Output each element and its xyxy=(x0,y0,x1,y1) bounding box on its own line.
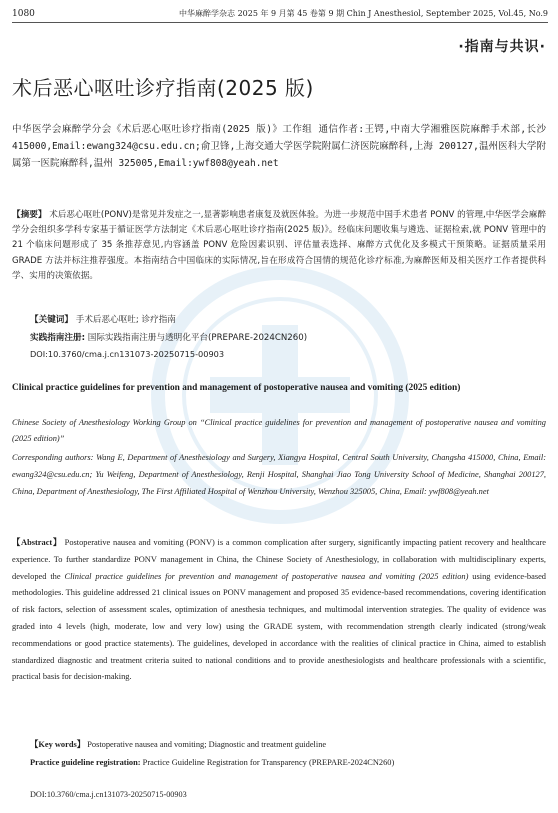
abstract-en-guideline-title: Clinical practice guidelines for prevention and management of postoperative nausea and vomiting (2025 edition) xyxy=(64,571,469,581)
article-title-cn: 术后恶心呕吐诊疗指南(2025 版) xyxy=(12,76,314,100)
corresponding-authors-en: Corresponding authors: Wang E, Department of Anesthesiology and Surgery, Xiangya Hospital, Central South University, Changsha 415000, China, Email: ewang324@csu.edu.cn; Yu Weifeng, Department of Anesthesiology, Renji Hospital, Shanghai Jiao Tong University School of Medicine, Shanghai 200127, China, Department of Anesthesiology, The First Affiliated Hospital of Wenzhou University, Wenzhou 325005, China, Email: ywf808@yeah.net xyxy=(12,453,546,497)
running-header xyxy=(12,6,548,23)
registration-en-label: Practice guideline registration: xyxy=(30,758,141,767)
abstract-cn-text: 术后恶心呕吐(PONV)是常见并发症之一,显著影响患者康复及就医体验。为进一步规范中国手术患者 PONV 的管理,中华医学会麻醉学分会组织多学科专家基于循证医学方法制定《术后恶心呕吐诊疗指南(2025 版)》。经临床问题收集与遴选、证据检索,就 PONV 管理中的 21 个临床问题形成了 35 条推荐意见,内容涵盖 PONV 危险因素识别、评估量表选择、麻醉方式优化及多模式干预策略。证据质量采用 GRADE 方法并标注推荐强度。本指南结合中国临床的实际情况,旨在形成符合国情的规范化诊疗标准,为麻醉医师及相关医疗工作者提供科学、实用的决策依据。 xyxy=(12,210,546,281)
abstract-cn xyxy=(12,208,546,284)
registration-cn xyxy=(30,331,307,343)
keywords-en-label: 【Key words】 xyxy=(30,740,86,749)
abstract-en-text-2: using evidence-based methodologies. This guideline addressed 21 clinical issues on PONV management and proposed 35 evidence-based recommendations, covering identification of risk factors, selection of assessment scales, optimization of anesthesia techniques, and multimodal intervention strategies. The quality of evidence was graded into 4 levels (high, moderate, low and very low) using the GRADE system, with recommendation strength clearly indicated (strong/weak recommendations or good practice statements). The guidelines, developed in accordance with the realities of clinical practice in China, aimed to establish standardized diagnostic and treatment criteria suited to national conditions and to provide anesthesiologists and healthcare professionals with a scientific, practical basis for decision-making. xyxy=(12,571,546,682)
doi-en: DOI:10.3760/cma.j.cn131073-20250715-00903 xyxy=(30,790,187,799)
registration-en xyxy=(12,755,546,771)
page-number: 1080 xyxy=(12,9,35,19)
keywords-cn-text: 手术后恶心呕吐; 诊疗指南 xyxy=(75,315,176,325)
working-group-en: Chinese Society of Anesthesiology Working Group on “Clinical practice guidelines for prevention and management of postoperative nausea and vomiting (2025 edition)” xyxy=(12,418,546,443)
abstract-en xyxy=(12,535,546,686)
abstract-cn-label: 【摘要】 xyxy=(12,210,47,220)
registration-en-text: Practice Guideline Registration for Transparency (PREPARE-2024CN260) xyxy=(140,758,395,767)
article-title-en: Clinical practice guidelines for prevention and management of postoperative nausea and vomiting (2025 edition) xyxy=(12,383,461,393)
keywords-en xyxy=(30,738,326,750)
registration-cn-text: 国际实践指南注册与透明化平台(PREPARE-2024CN260) xyxy=(87,333,308,343)
keywords-cn-label: 【关键词】 xyxy=(30,315,73,325)
abstract-en-text-1: Postoperative nausea and vomiting (PONV) is a common complication after surgery, significantly impacting patient recovery and healthcare experience. To further standardize PONV management in China, the Chinese Society of Anesthesiology, in collaboration with multidisciplinary experts, developed the xyxy=(12,538,547,581)
doi-cn: DOI:10.3760/cma.j.cn131073-20250715-00903 xyxy=(30,349,225,359)
keywords-cn xyxy=(30,313,176,325)
journal-info: 中华麻醉学杂志 2025 年 9 月第 45 卷第 9 期 Chin J Anesthesiol, September 2025, Vol.45, No.9 xyxy=(179,9,548,18)
authors-cn: 中华医学会麻醉学分会《术后恶心呕吐诊疗指南(2025 版)》工作组 通信作者:王锷,中南大学湘雅医院麻醉手术部,长沙 415000,Email:ewang324@csu.edu.cn;俞卫锋,上海交通大学医学院附属仁济医院麻醉科,上海 200127,温州医科大学附属第一医院麻醉科,温州 325005,Email:ywf808@yeah.net xyxy=(12,124,546,169)
registration-cn-label: 实践指南注册: xyxy=(30,333,85,343)
abstract-en-label: 【Abstract】 xyxy=(12,538,62,547)
section-tag: ·指南与共识· xyxy=(458,39,546,55)
keywords-en-text: Postoperative nausea and vomiting; Diagnostic and treatment guideline xyxy=(87,740,327,749)
